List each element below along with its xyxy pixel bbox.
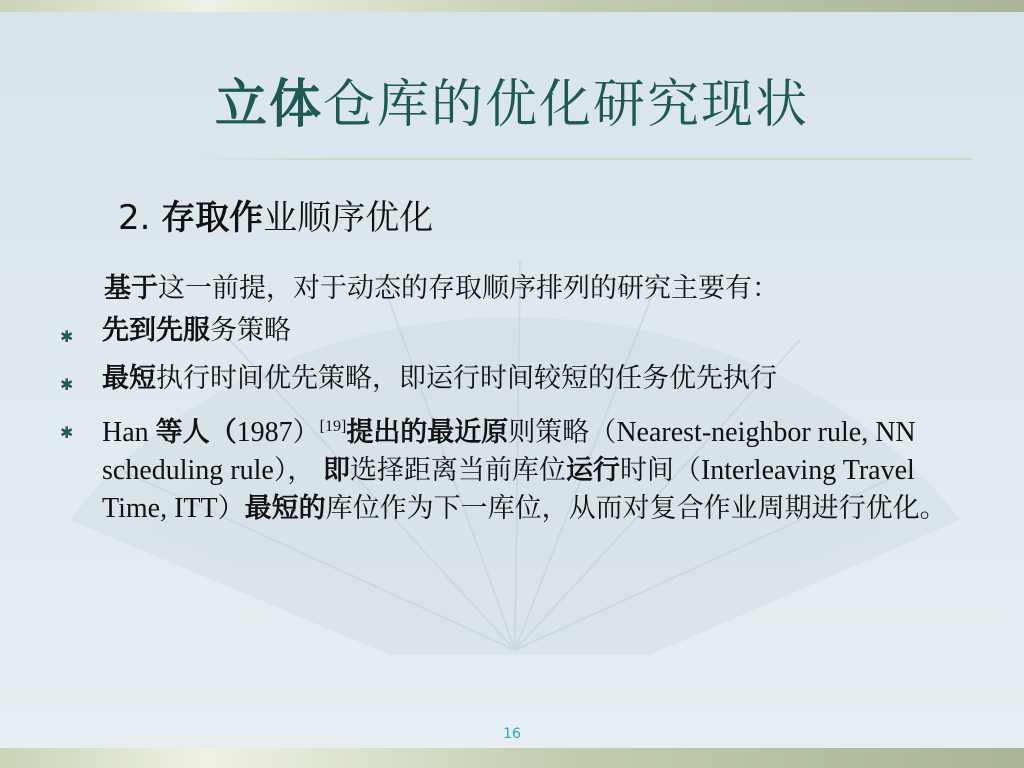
item-text: 执行时间优先策略，即运行时间较短的任务优先执行 xyxy=(156,363,777,394)
run-bold: 运行 xyxy=(565,455,620,486)
tail-text: 库位作为下一库位，从而对复合作业周期进行优化。 xyxy=(325,493,947,524)
reference-marker: [19] xyxy=(319,418,347,435)
close-paren: ） xyxy=(217,493,245,524)
item-bold: 先到先服 xyxy=(102,315,210,346)
bullet-list xyxy=(60,312,960,538)
bottom-decorative-bar xyxy=(0,748,1024,768)
itt-abbr: ITT xyxy=(167,493,218,524)
title-bold-part: 立体 xyxy=(214,75,323,135)
after-bold: 则策略（ xyxy=(508,417,617,448)
author-cn: 等人（ xyxy=(155,417,237,448)
list-item xyxy=(60,360,960,398)
author-name: Han xyxy=(102,417,156,448)
slide-title xyxy=(0,62,1024,137)
subtitle-prefix: 2. xyxy=(118,198,162,238)
title-rest: 仓库的优化研究现状 xyxy=(323,75,810,135)
intro-rest: 这一前提，对于动态的存取顺序排列的研究主要有： xyxy=(158,273,779,304)
shortest-bold: 最短的 xyxy=(244,493,326,524)
subtitle-bold: 存取作 xyxy=(161,198,264,238)
ji-rest: 选择距离当前库位 xyxy=(349,455,566,486)
title-divider xyxy=(190,158,972,160)
year: 1987 xyxy=(236,417,293,448)
page-number: 16 xyxy=(503,726,521,742)
item-text: 务策略 xyxy=(210,315,291,346)
list-item xyxy=(60,408,960,528)
subtitle-rest: 业顺序优化 xyxy=(263,198,434,238)
proposed-bold: 提出的最近原 xyxy=(346,417,509,448)
rule-english: Nearest-neighbor rule, NN scheduling rule xyxy=(102,417,916,486)
list-item xyxy=(60,312,960,350)
itt-english: Interleaving Travel Time, xyxy=(102,455,915,524)
ji-bold: 即 xyxy=(322,455,350,486)
asterisk-bullet-icon: ✱ xyxy=(60,423,74,442)
intro-text xyxy=(104,266,779,305)
intro-bold: 基于 xyxy=(104,273,158,304)
mid-punct: ）， xyxy=(273,455,323,486)
asterisk-bullet-icon: ✱ xyxy=(60,327,74,346)
run-rest: 时间（ xyxy=(619,455,701,486)
year-close: ） xyxy=(292,417,320,448)
asterisk-bullet-icon: ✱ xyxy=(60,375,74,394)
item-bold: 最短 xyxy=(102,363,156,394)
section-subtitle xyxy=(118,190,433,239)
